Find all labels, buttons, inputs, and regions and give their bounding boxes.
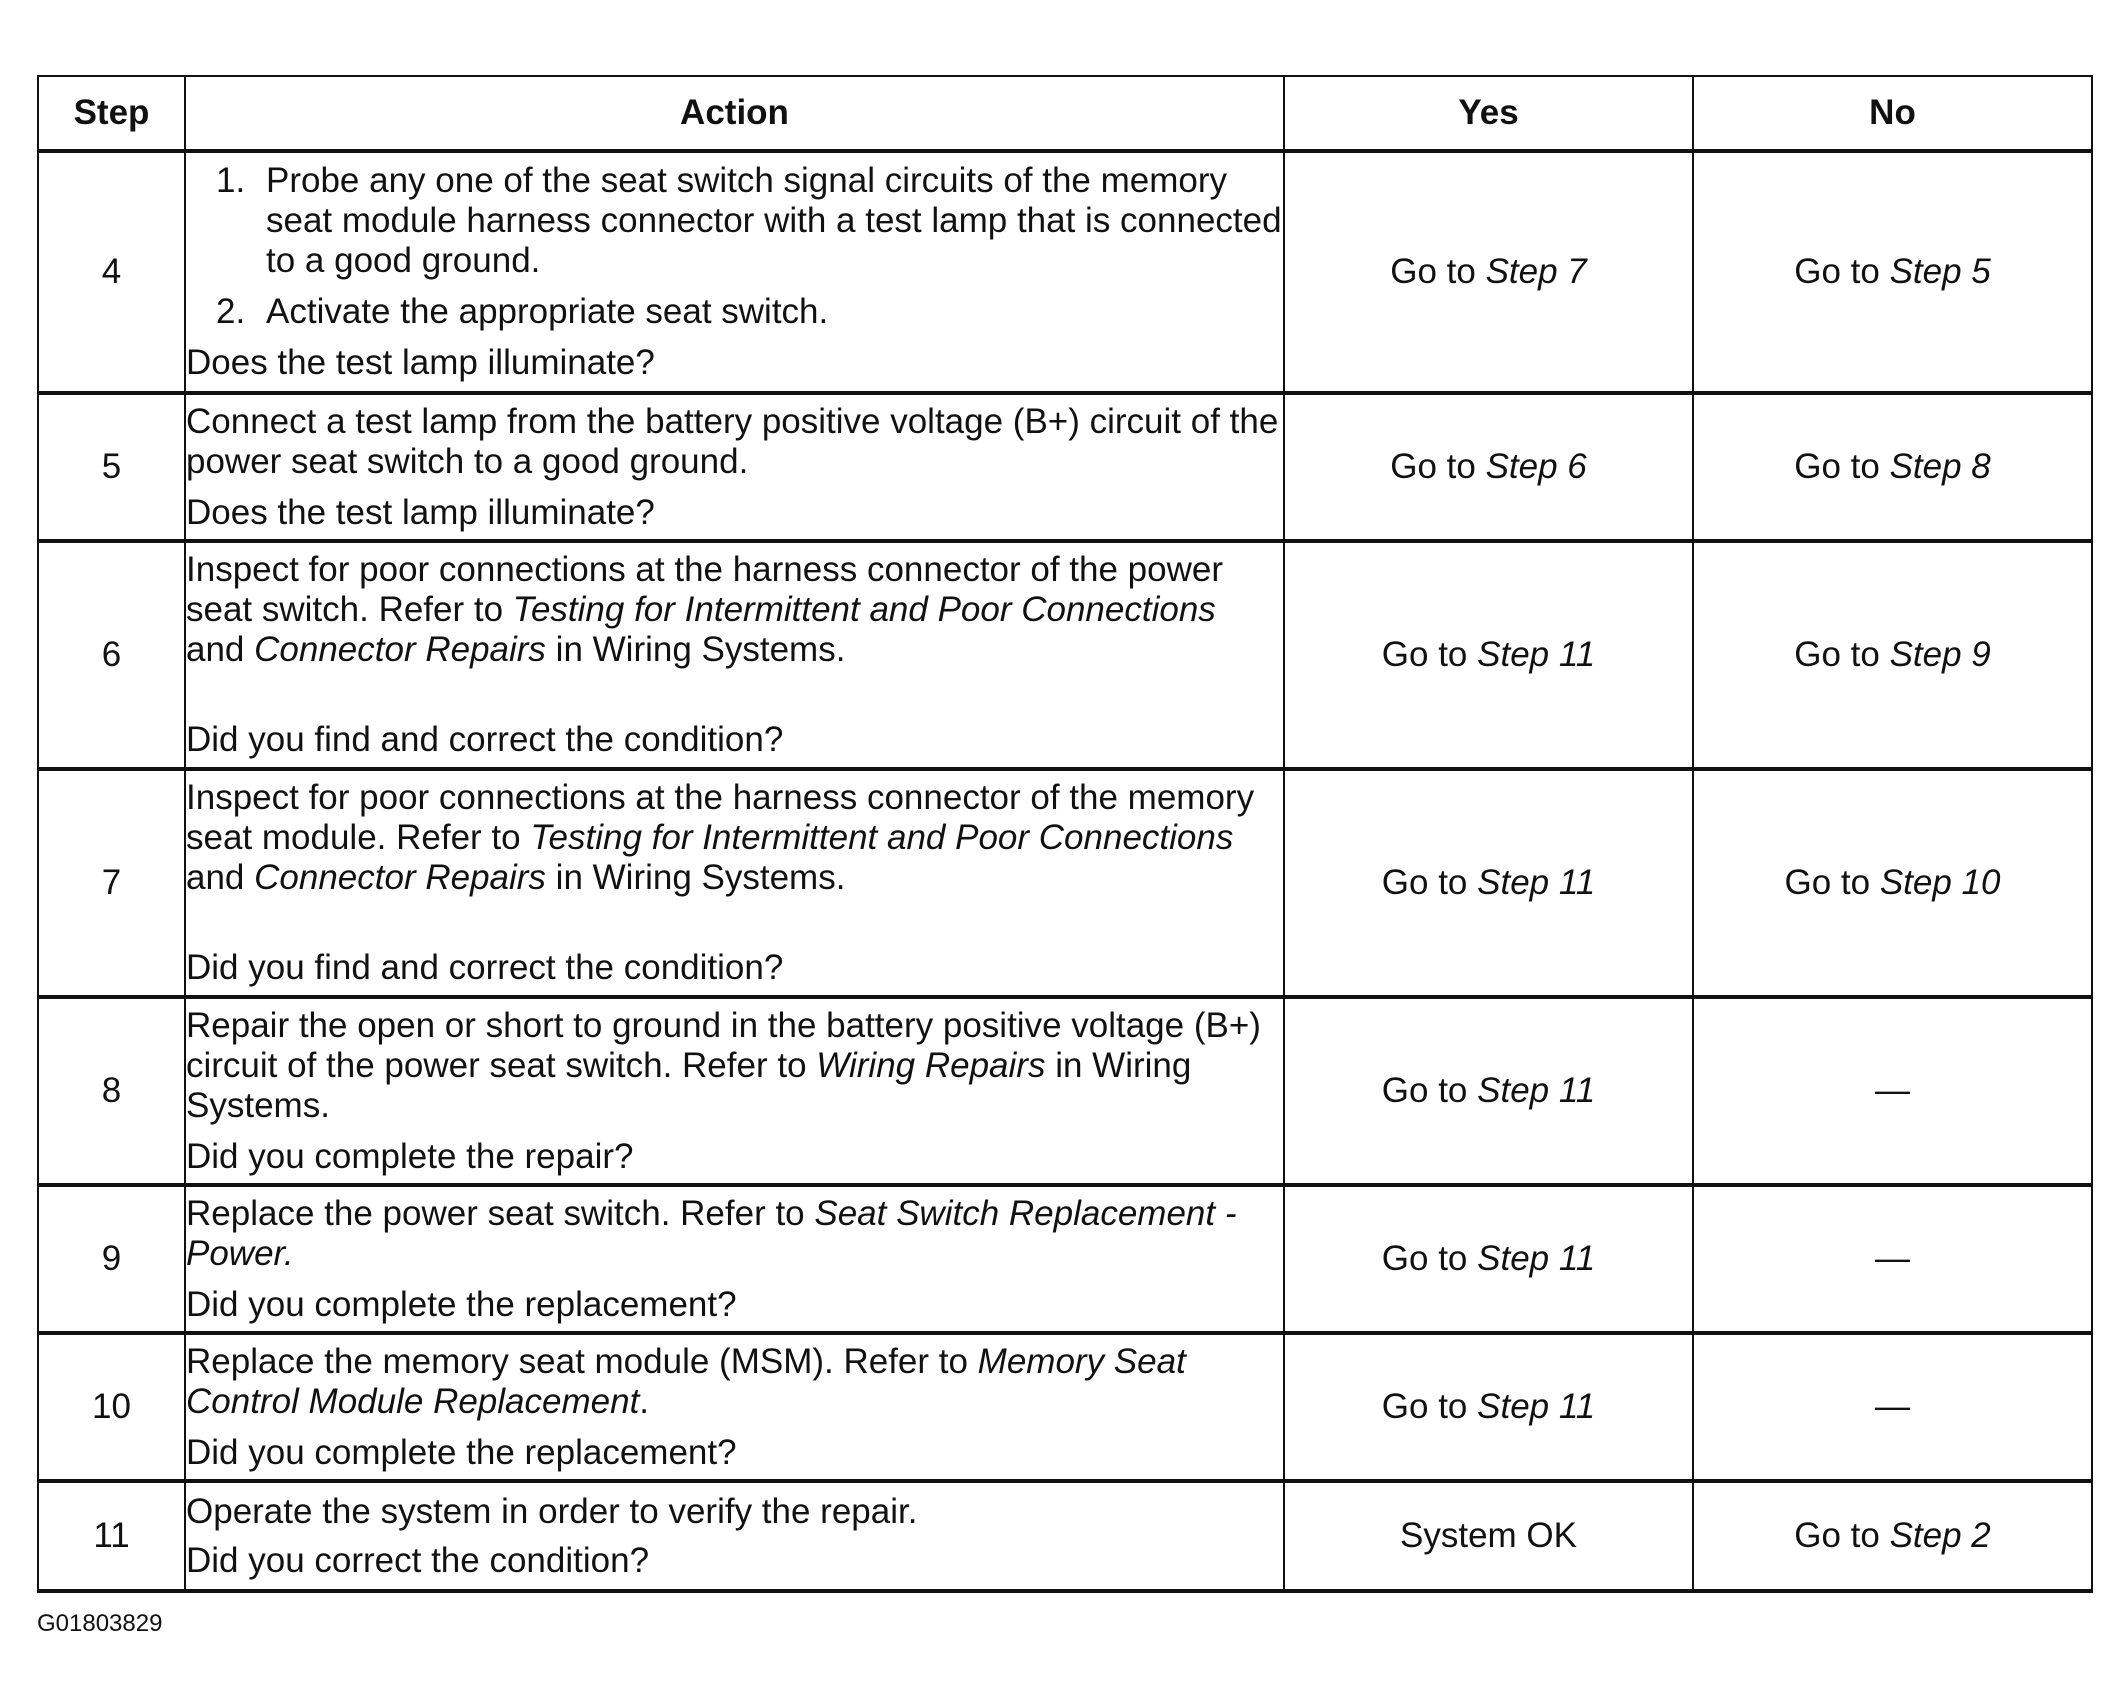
no-step-ref: Step 5 <box>1889 252 1991 291</box>
no-prefix: Go to <box>1794 252 1890 291</box>
action-text: Repair the open or short to ground in the battery positive voltage (B+) circuit of the power seat switch. Refer to Wiring Repairs in Wiring Systems. <box>186 1005 1261 1125</box>
no-prefix: Go to <box>1784 863 1880 902</box>
table-row <box>38 1185 2092 1333</box>
yes-cell <box>1284 151 1693 393</box>
action-question: Does the test lamp illuminate? <box>186 492 655 532</box>
step-number: 10 <box>38 1333 185 1481</box>
action-item-text: Activate the appropriate seat switch. <box>266 292 829 331</box>
step-number: 6 <box>38 541 185 769</box>
step-number: 8 <box>38 997 185 1185</box>
no-prefix: Go to <box>1794 447 1890 486</box>
yes-step-ref: Step 11 <box>1477 863 1596 902</box>
table-row <box>38 769 2092 997</box>
table-row <box>38 1333 2092 1481</box>
yes-prefix: Go to <box>1381 863 1478 902</box>
figure-id: G01803829 <box>37 1610 163 1637</box>
action-cell <box>185 1185 1284 1333</box>
step-number: 11 <box>38 1481 185 1591</box>
no-cell <box>1693 151 2092 393</box>
reference-link: Connector Repairs <box>254 630 546 669</box>
action-text: Connect a test lamp from the battery positive voltage (B+) circuit of the power seat switch to a good ground. <box>186 401 1279 481</box>
yes-cell <box>1284 769 1693 997</box>
action-question: Did you complete the repair? <box>186 1136 634 1176</box>
yes-step-ref: Step 6 <box>1485 447 1587 486</box>
table-row <box>38 151 2092 393</box>
action-question: Did you find and correct the condition? <box>186 948 784 987</box>
reference-link: Seat Switch Replacement - Power. <box>186 1193 1237 1273</box>
action-question: Did you correct the condition? <box>186 1540 650 1580</box>
reference-link: Testing for Intermittent and Poor Connections <box>512 590 1216 629</box>
no-step-ref: Step 10 <box>1879 863 2001 902</box>
yes-result: System OK <box>1400 1516 1577 1555</box>
step-number: 9 <box>38 1185 185 1333</box>
yes-cell <box>1284 393 1693 541</box>
action-text: Replace the memory seat module (MSM). Refer to Memory Seat Control Module Replacement. <box>186 1341 1186 1421</box>
action-text: Replace the power seat switch. Refer to Seat Switch Replacement - Power. <box>186 1193 1237 1273</box>
action-question: Did you find and correct the condition? <box>186 720 784 759</box>
action-question: Does the test lamp illuminate? <box>186 343 655 382</box>
table-row <box>38 1481 2092 1591</box>
yes-prefix: Go to <box>1390 252 1486 291</box>
action-list <box>186 161 1283 332</box>
no-cell <box>1693 541 2092 769</box>
yes-step-ref: Step 11 <box>1477 1071 1596 1110</box>
yes-step-ref: Step 7 <box>1485 252 1587 291</box>
action-text: Inspect for poor connections at the harness connector of the memory seat module. Refer to Testing for Intermittent and Poor Connections and Connector Repairs in Wiring Systems. <box>186 778 1255 897</box>
no-cell <box>1693 997 2092 1185</box>
no-cell <box>1693 1333 2092 1481</box>
yes-cell <box>1284 1333 1693 1481</box>
action-cell <box>185 393 1284 541</box>
action-cell <box>185 151 1284 393</box>
yes-cell <box>1284 1185 1693 1333</box>
action-question: Did you complete the replacement? <box>186 1284 737 1324</box>
action-text: Operate the system in order to verify the repair. <box>186 1491 918 1531</box>
step-number: 4 <box>38 151 185 393</box>
action-cell <box>185 541 1284 769</box>
reference-link: Memory Seat Control Module Replacement <box>186 1341 1186 1421</box>
column-header-action: Action <box>185 76 1284 151</box>
yes-step-ref: Step 11 <box>1477 1239 1596 1278</box>
no-step-ref: Step 2 <box>1889 1516 1991 1555</box>
reference-link: Testing for Intermittent and Poor Connections <box>530 818 1234 857</box>
no-prefix: Go to <box>1794 635 1890 674</box>
action-cell <box>185 1481 1284 1591</box>
action-cell <box>185 997 1284 1185</box>
reference-link: Wiring Repairs <box>816 1045 1046 1085</box>
yes-cell <box>1284 997 1693 1185</box>
column-header-no: No <box>1693 76 2092 151</box>
yes-step-ref: Step 11 <box>1477 635 1596 674</box>
not-applicable-dash: — <box>1875 1387 1910 1426</box>
list-item: 2. Activate the appropriate seat switch. <box>216 292 829 331</box>
not-applicable-dash: — <box>1875 1239 1910 1278</box>
table-row <box>38 393 2092 541</box>
no-cell <box>1693 393 2092 541</box>
action-cell <box>185 769 1284 997</box>
column-header-yes: Yes <box>1284 76 1693 151</box>
table-header-row <box>38 76 2092 151</box>
step-number: 5 <box>38 393 185 541</box>
action-question: Did you complete the replacement? <box>186 1432 737 1472</box>
yes-cell <box>1284 1481 1693 1591</box>
no-cell <box>1693 769 2092 997</box>
yes-prefix: Go to <box>1381 635 1478 674</box>
no-cell <box>1693 1481 2092 1591</box>
no-step-ref: Step 9 <box>1889 635 1991 674</box>
yes-cell <box>1284 541 1693 769</box>
yes-prefix: Go to <box>1381 1239 1478 1278</box>
not-applicable-dash: — <box>1875 1071 1910 1110</box>
yes-prefix: Go to <box>1390 447 1486 486</box>
list-item: 1. Probe any one of the seat switch signal circuits of the memory seat module harness connector with a test lamp that is connected to a good ground. <box>216 161 1282 280</box>
table-row <box>38 997 2092 1185</box>
table-row <box>38 541 2092 769</box>
yes-prefix: Go to <box>1381 1387 1478 1426</box>
diagnostic-table <box>37 75 2093 1593</box>
no-prefix: Go to <box>1794 1516 1890 1555</box>
reference-link: Connector Repairs <box>254 858 546 897</box>
no-step-ref: Step 8 <box>1889 447 1991 486</box>
yes-prefix: Go to <box>1381 1071 1478 1110</box>
action-item-text: Probe any one of the seat switch signal circuits of the memory seat module harness connector with a test lamp that is connected to a good ground. <box>266 161 1282 280</box>
action-cell <box>185 1333 1284 1481</box>
no-cell <box>1693 1185 2092 1333</box>
yes-step-ref: Step 11 <box>1477 1387 1596 1426</box>
column-header-step: Step <box>38 76 185 151</box>
step-number: 7 <box>38 769 185 997</box>
action-text: Inspect for poor connections at the harness connector of the power seat switch. Refer to Testing for Intermittent and Poor Connections and Connector Repairs in Wiring Systems. <box>186 550 1224 669</box>
